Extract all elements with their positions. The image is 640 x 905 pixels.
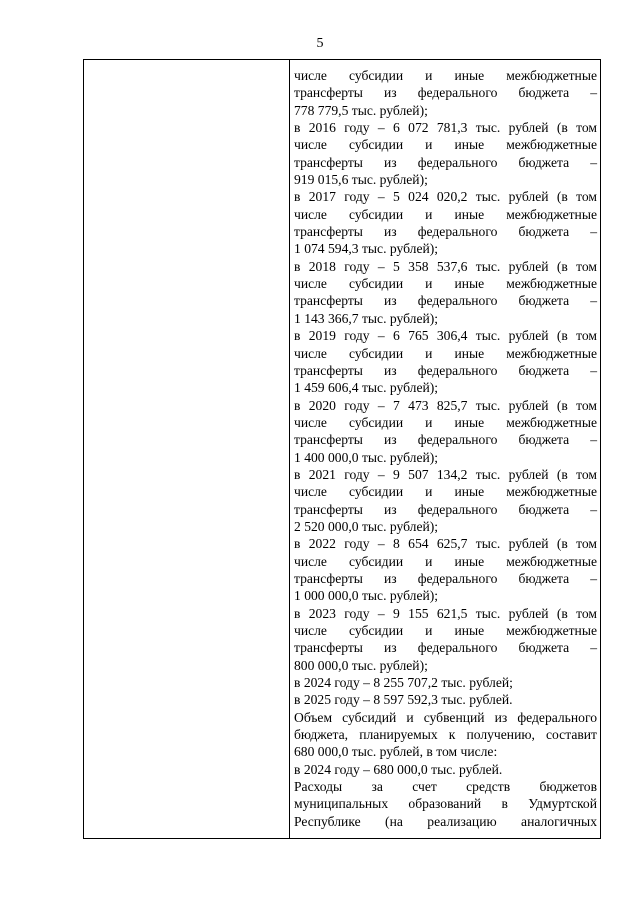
text-line: в 2016 году – 6 072 781,3 тыс. рублей (в том	[294, 120, 597, 136]
text-line: 2 520 000,0 тыс. рублей);	[294, 518, 439, 534]
text-line: трансферты из федерального бюджета –	[294, 224, 597, 240]
table-cell-funding-text	[294, 67, 597, 830]
text-line: в 2022 году – 8 654 625,7 тыс. рублей (в том	[294, 536, 597, 552]
text-line: числе субсидии и иные межбюджетные	[294, 137, 597, 153]
text-line: в 2024 году – 8 255 707,2 тыс. рублей;	[294, 675, 513, 691]
text-line: в 2017 году – 5 024 020,2 тыс. рублей (в том	[294, 189, 597, 205]
text-line: бюджета, планируемых к получению, составит	[294, 727, 597, 743]
text-line: трансферты из федерального бюджета –	[294, 85, 597, 101]
text-line: Объем субсидий и субвенций из федерального	[294, 709, 597, 725]
text-line: трансферты из федерального бюджета –	[294, 154, 597, 170]
text-line: 1 143 366,7 тыс. рублей);	[294, 310, 439, 326]
text-line: числе субсидии и иные межбюджетные	[294, 553, 597, 569]
text-line: числе субсидии и иные межбюджетные	[294, 276, 597, 292]
text-line: трансферты из федерального бюджета –	[294, 293, 597, 309]
text-line: 680 000,0 тыс. рублей, в том числе:	[294, 744, 498, 760]
text-line: трансферты из федерального бюджета –	[294, 501, 597, 517]
text-line: трансферты из федерального бюджета –	[294, 432, 597, 448]
text-line: 1 000 000,0 тыс. рублей);	[294, 588, 439, 604]
text-line: в 2024 году – 680 000,0 тыс. рублей.	[294, 761, 503, 777]
text-line: числе субсидии и иные межбюджетные	[294, 68, 597, 83]
text-line: трансферты из федерального бюджета –	[294, 640, 597, 656]
text-line: числе субсидии и иные межбюджетные	[294, 484, 597, 500]
column-divider	[289, 60, 290, 838]
text-line: числе субсидии и иные межбюджетные	[294, 623, 597, 638]
text-line: 800 000,0 тыс. рублей);	[294, 657, 428, 673]
text-line: числе субсидии и иные межбюджетные	[294, 414, 597, 430]
text-line: 1 074 594,3 тыс. рублей);	[294, 241, 439, 257]
text-line: числе субсидии и иные межбюджетные	[294, 345, 597, 361]
page-number: 5	[316, 36, 324, 51]
text-line: Республике (на реализацию аналогичных	[294, 813, 597, 829]
text-line: трансферты из федерального бюджета –	[294, 362, 597, 378]
text-line: трансферты из федерального бюджета –	[294, 570, 597, 586]
text-line: в 2018 году – 5 358 537,6 тыс. рублей (в том	[294, 258, 597, 274]
text-line: 1 459 606,4 тыс. рублей);	[294, 380, 439, 396]
budget-table	[83, 59, 601, 839]
text-line: в 2019 году – 6 765 306,4 тыс. рублей (в том	[294, 328, 597, 344]
text-line: муниципальных образований в Удмуртской	[294, 796, 597, 812]
text-line: 778 779,5 тыс. рублей);	[294, 102, 428, 118]
text-line: числе субсидии и иные межбюджетные	[294, 206, 597, 222]
text-line: в 2021 году – 9 507 134,2 тыс. рублей (в том	[294, 466, 597, 482]
text-line: в 2023 году – 9 155 621,5 тыс. рублей (в том	[294, 605, 597, 621]
text-line: в 2020 году – 7 473 825,7 тыс. рублей (в том	[294, 397, 597, 413]
text-line: 919 015,6 тыс. рублей);	[294, 172, 428, 188]
text-line: Расходы за счет средств бюджетов	[294, 779, 597, 795]
text-line: 1 400 000,0 тыс. рублей);	[294, 449, 439, 465]
text-line: в 2025 году – 8 597 592,3 тыс. рублей.	[294, 692, 513, 708]
